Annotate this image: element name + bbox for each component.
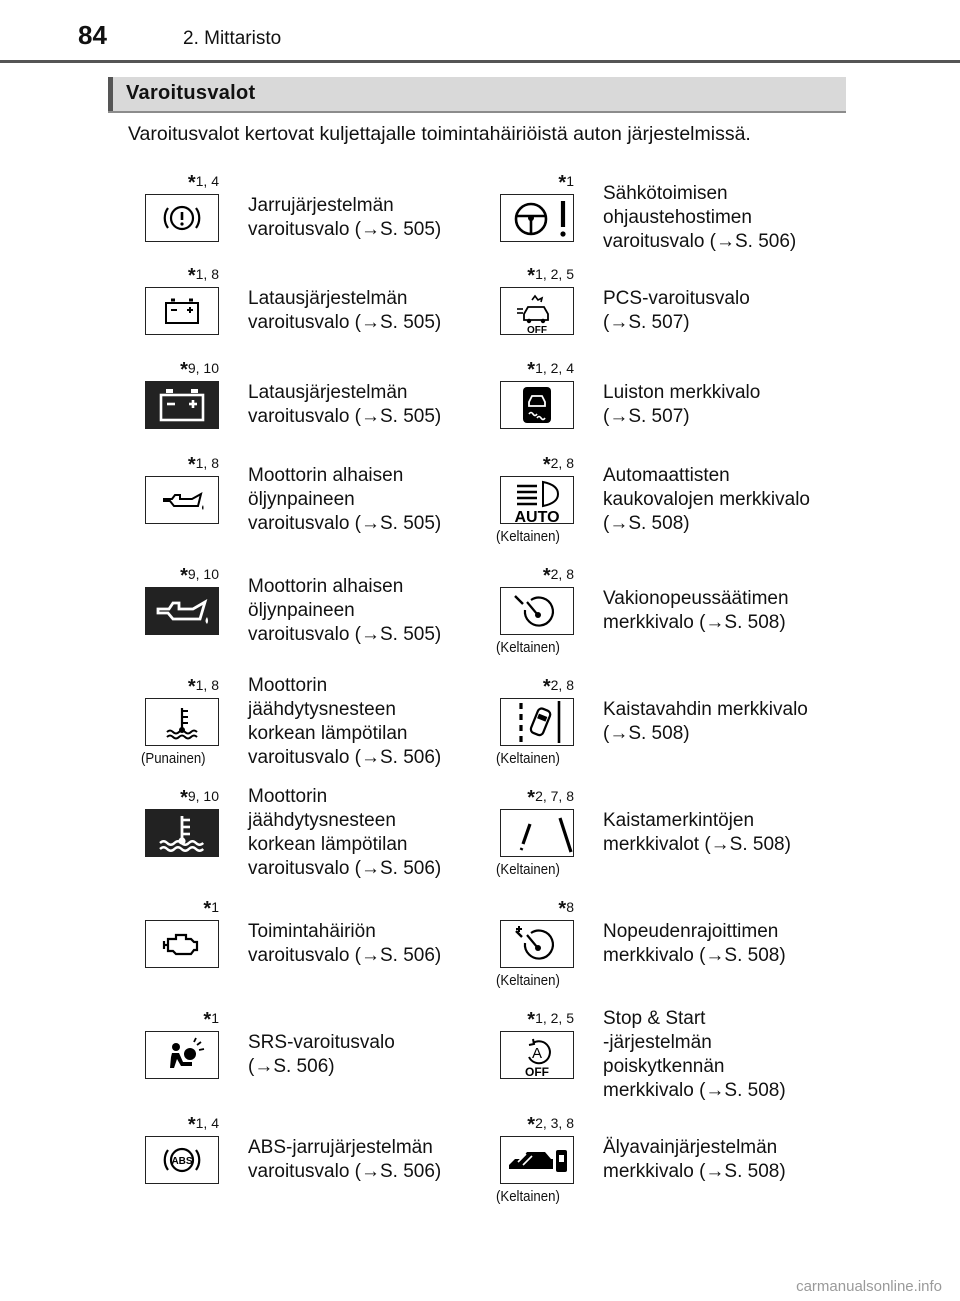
- description-line: varoitusvalo (→S. 506): [248, 945, 442, 966]
- color-note: (Keltainen): [496, 861, 560, 878]
- svg-text:AUTO: AUTO: [514, 509, 560, 523]
- description-line: varoitusvalo (→S. 506): [603, 231, 797, 252]
- watermark: carmanualsonline.info: [796, 1278, 942, 1295]
- footnote-numbers: 2, 8: [550, 455, 574, 471]
- footnote-marker: [474, 359, 574, 382]
- coolant-temperature-dark-icon: [145, 809, 219, 857]
- warning-light-description: [248, 194, 484, 242]
- description-line: jäähdytysnesteen: [248, 810, 396, 831]
- footnote-marker: [119, 1114, 219, 1137]
- description-line: Moottorin alhaisen: [248, 576, 404, 597]
- warning-light-description: [603, 809, 839, 857]
- description-line: Toimintahäiriön: [248, 921, 376, 942]
- description-line: Automaattisten: [603, 465, 730, 486]
- description-line: poiskytkennän: [603, 1056, 725, 1077]
- footnote-marker: [474, 1114, 574, 1137]
- footnote-numbers: 2, 7, 8: [535, 788, 574, 804]
- brake-warning-icon: [145, 194, 219, 242]
- description-line: Kaistavahdin merkkivalo: [603, 699, 808, 720]
- footnote-marker: [474, 172, 574, 195]
- description-line: kaukovalojen merkkivalo: [603, 489, 810, 510]
- description-line: merkkivalo (→S. 508): [603, 945, 786, 966]
- footnote-marker: [474, 676, 574, 699]
- warning-light-description: [248, 920, 484, 968]
- warning-light-description: [248, 1031, 484, 1079]
- description-line: merkkivalo (→S. 508): [603, 1080, 786, 1101]
- footnote-asterisk: *: [527, 359, 536, 381]
- warning-light-description: [603, 920, 839, 968]
- description-line: Latausjärjestelmän: [248, 382, 408, 403]
- warning-light-description: [603, 1136, 839, 1184]
- color-note: (Keltainen): [496, 1188, 560, 1205]
- warning-light-description: [248, 464, 484, 536]
- color-note: (Punainen): [141, 750, 206, 767]
- warning-light-description: [603, 464, 839, 536]
- description-line: (→S. 507): [603, 406, 690, 427]
- description-line: varoitusvalo (→S. 506): [248, 858, 442, 879]
- description-line: varoitusvalo (→S. 505): [248, 624, 442, 645]
- description-line: korkean lämpötilan: [248, 834, 408, 855]
- warning-light-description: [603, 381, 839, 429]
- chapter-title: 2. Mittaristo: [183, 28, 282, 49]
- description-line: ohjaustehostimen: [603, 207, 752, 228]
- section-header: [108, 77, 846, 113]
- footnote-marker: [119, 1009, 219, 1032]
- footnote-numbers: 8: [566, 899, 574, 915]
- description-line: PCS-varoitusvalo: [603, 288, 750, 309]
- lane-departure-icon: [500, 698, 574, 746]
- footnote-numbers: 1: [211, 1010, 219, 1026]
- description-line: varoitusvalo (→S. 505): [248, 219, 442, 240]
- footnote-numbers: 1: [566, 173, 574, 189]
- footnote-asterisk: *: [187, 454, 196, 476]
- description-line: (→S. 506): [248, 1056, 335, 1077]
- description-line: öljynpaineen: [248, 600, 355, 621]
- description-line: ABS-jarrujärjestelmän: [248, 1137, 433, 1158]
- description-line: Nopeudenrajoittimen: [603, 921, 779, 942]
- description-line: varoitusvalo (→S. 506): [248, 1161, 442, 1182]
- intro-text: Varoitusvalot kertovat kuljettajalle toimintahäiriöistä auton järjestelmissä.: [128, 123, 751, 145]
- warning-light-description: [603, 698, 839, 746]
- footnote-numbers: 2, 8: [550, 566, 574, 582]
- footnote-asterisk: *: [527, 265, 536, 287]
- check-engine-icon: [145, 920, 219, 968]
- footnote-asterisk: *: [542, 676, 551, 698]
- stop-start-off-icon: [500, 1031, 574, 1079]
- footnote-asterisk: *: [527, 1009, 536, 1031]
- footnote-numbers: 1, 8: [195, 455, 219, 471]
- description-line: Vakionopeussäätimen: [603, 588, 789, 609]
- footnote-numbers: 2, 3, 8: [535, 1115, 574, 1131]
- footnote-numbers: 1, 8: [195, 677, 219, 693]
- abs-icon: [145, 1136, 219, 1184]
- description-line: Jarrujärjestelmän: [248, 195, 394, 216]
- footnote-marker: [119, 265, 219, 288]
- warning-light-description: [603, 287, 839, 335]
- description-line: varoitusvalo (→S. 505): [248, 406, 442, 427]
- footnote-asterisk: *: [558, 898, 567, 920]
- footnote-asterisk: *: [203, 898, 212, 920]
- description-line: korkean lämpötilan: [248, 723, 408, 744]
- description-line: öljynpaineen: [248, 489, 355, 510]
- footnote-numbers: 1: [211, 899, 219, 915]
- footnote-numbers: 1, 2, 5: [535, 266, 574, 282]
- footnote-marker: [119, 359, 219, 382]
- warning-light-description: [248, 785, 484, 881]
- footnote-asterisk: *: [203, 1009, 212, 1031]
- warning-light-description: [248, 381, 484, 429]
- footnote-marker: [119, 565, 219, 588]
- footnote-marker: [119, 172, 219, 195]
- color-note: (Keltainen): [496, 972, 560, 989]
- svg-text:ABS: ABS: [171, 1156, 193, 1167]
- footnote-asterisk: *: [180, 565, 188, 587]
- footnote-marker: [474, 1009, 574, 1032]
- warning-light-description: [603, 1007, 839, 1103]
- footnote-asterisk: *: [527, 1114, 536, 1136]
- footnote-marker: [474, 265, 574, 288]
- description-line: Moottorin alhaisen: [248, 465, 404, 486]
- description-line: Moottorin: [248, 786, 328, 807]
- lane-markings-icon: [500, 809, 574, 857]
- speed-limiter-icon: [500, 920, 574, 968]
- footnote-asterisk: *: [558, 172, 567, 194]
- section-title: Varoitusvalot: [126, 82, 256, 104]
- page-number: 84: [78, 20, 107, 50]
- description-line: (→S. 507): [603, 312, 690, 333]
- coolant-temperature-icon: [145, 698, 219, 746]
- footnote-asterisk: *: [527, 787, 536, 809]
- footnote-numbers: 1, 8: [195, 266, 219, 282]
- svg-text:OFF: OFF: [525, 1065, 549, 1078]
- description-line: merkkivalo (→S. 508): [603, 612, 786, 633]
- description-line: -järjestelmän: [603, 1032, 712, 1053]
- power-steering-icon: [500, 194, 574, 242]
- footnote-numbers: 9, 10: [187, 566, 219, 582]
- description-line: jäähdytysnesteen: [248, 699, 396, 720]
- description-line: varoitusvalo (→S. 505): [248, 312, 442, 333]
- footnote-asterisk: *: [542, 565, 551, 587]
- auto-high-beam-icon: [500, 476, 574, 524]
- warning-light-description: [603, 182, 839, 254]
- header-rule: [0, 60, 960, 63]
- description-line: SRS-varoitusvalo: [248, 1032, 395, 1053]
- svg-text:A: A: [531, 1045, 543, 1062]
- description-line: varoitusvalo (→S. 505): [248, 513, 442, 534]
- footnote-asterisk: *: [180, 359, 188, 381]
- footnote-marker: [474, 787, 574, 810]
- footnote-marker: [119, 676, 219, 699]
- color-note: (Keltainen): [496, 750, 560, 767]
- color-note: (Keltainen): [496, 639, 560, 656]
- footnote-numbers: 9, 10: [187, 788, 219, 804]
- oil-pressure-icon: [145, 476, 219, 524]
- footnote-marker: [474, 898, 574, 921]
- footnote-asterisk: *: [187, 676, 196, 698]
- description-line: varoitusvalo (→S. 506): [248, 747, 442, 768]
- footnote-numbers: 1, 4: [195, 1115, 219, 1131]
- footnote-asterisk: *: [180, 787, 188, 809]
- description-line: Sähkötoimisen: [603, 183, 728, 204]
- charging-system-dark-icon: [145, 381, 219, 429]
- warning-light-description: [248, 674, 484, 770]
- footnote-marker: [119, 454, 219, 477]
- smart-key-icon: [500, 1136, 574, 1184]
- description-line: Moottorin: [248, 675, 328, 696]
- color-note: (Keltainen): [496, 528, 560, 545]
- description-line: (→S. 508): [603, 723, 690, 744]
- description-line: (→S. 508): [603, 513, 690, 534]
- description-line: Stop & Start: [603, 1008, 706, 1029]
- srs-airbag-icon: [145, 1031, 219, 1079]
- footnote-marker: [474, 565, 574, 588]
- footnote-asterisk: *: [187, 265, 196, 287]
- charging-system-icon: [145, 287, 219, 335]
- footnote-asterisk: *: [187, 172, 196, 194]
- description-line: Luiston merkkivalo: [603, 382, 761, 403]
- pcs-off-icon: [500, 287, 574, 335]
- description-line: merkkivalo (→S. 508): [603, 1161, 786, 1182]
- footnote-marker: [119, 787, 219, 810]
- footnote-numbers: 2, 8: [550, 677, 574, 693]
- warning-light-description: [603, 587, 839, 635]
- footnote-numbers: 1, 4: [195, 173, 219, 189]
- oil-pressure-dark-icon: [145, 587, 219, 635]
- footnote-marker: [119, 898, 219, 921]
- warning-light-description: [248, 1136, 484, 1184]
- footnote-numbers: 9, 10: [187, 360, 219, 376]
- warning-light-description: [248, 575, 484, 647]
- section-accent: [108, 77, 113, 111]
- footnote-marker: [474, 454, 574, 477]
- footnote-numbers: 1, 2, 4: [535, 360, 574, 376]
- footnote-asterisk: *: [542, 454, 551, 476]
- warning-light-description: [248, 287, 484, 335]
- description-line: merkkivalot (→S. 508): [603, 834, 791, 855]
- description-line: Älyavainjärjestelmän: [603, 1137, 778, 1158]
- footnote-asterisk: *: [187, 1114, 196, 1136]
- slip-indicator-icon: [500, 381, 574, 429]
- svg-text:OFF: OFF: [527, 325, 547, 334]
- description-line: Latausjärjestelmän: [248, 288, 408, 309]
- footnote-numbers: 1, 2, 5: [535, 1010, 574, 1026]
- cruise-control-icon: [500, 587, 574, 635]
- description-line: Kaistamerkintöjen: [603, 810, 755, 831]
